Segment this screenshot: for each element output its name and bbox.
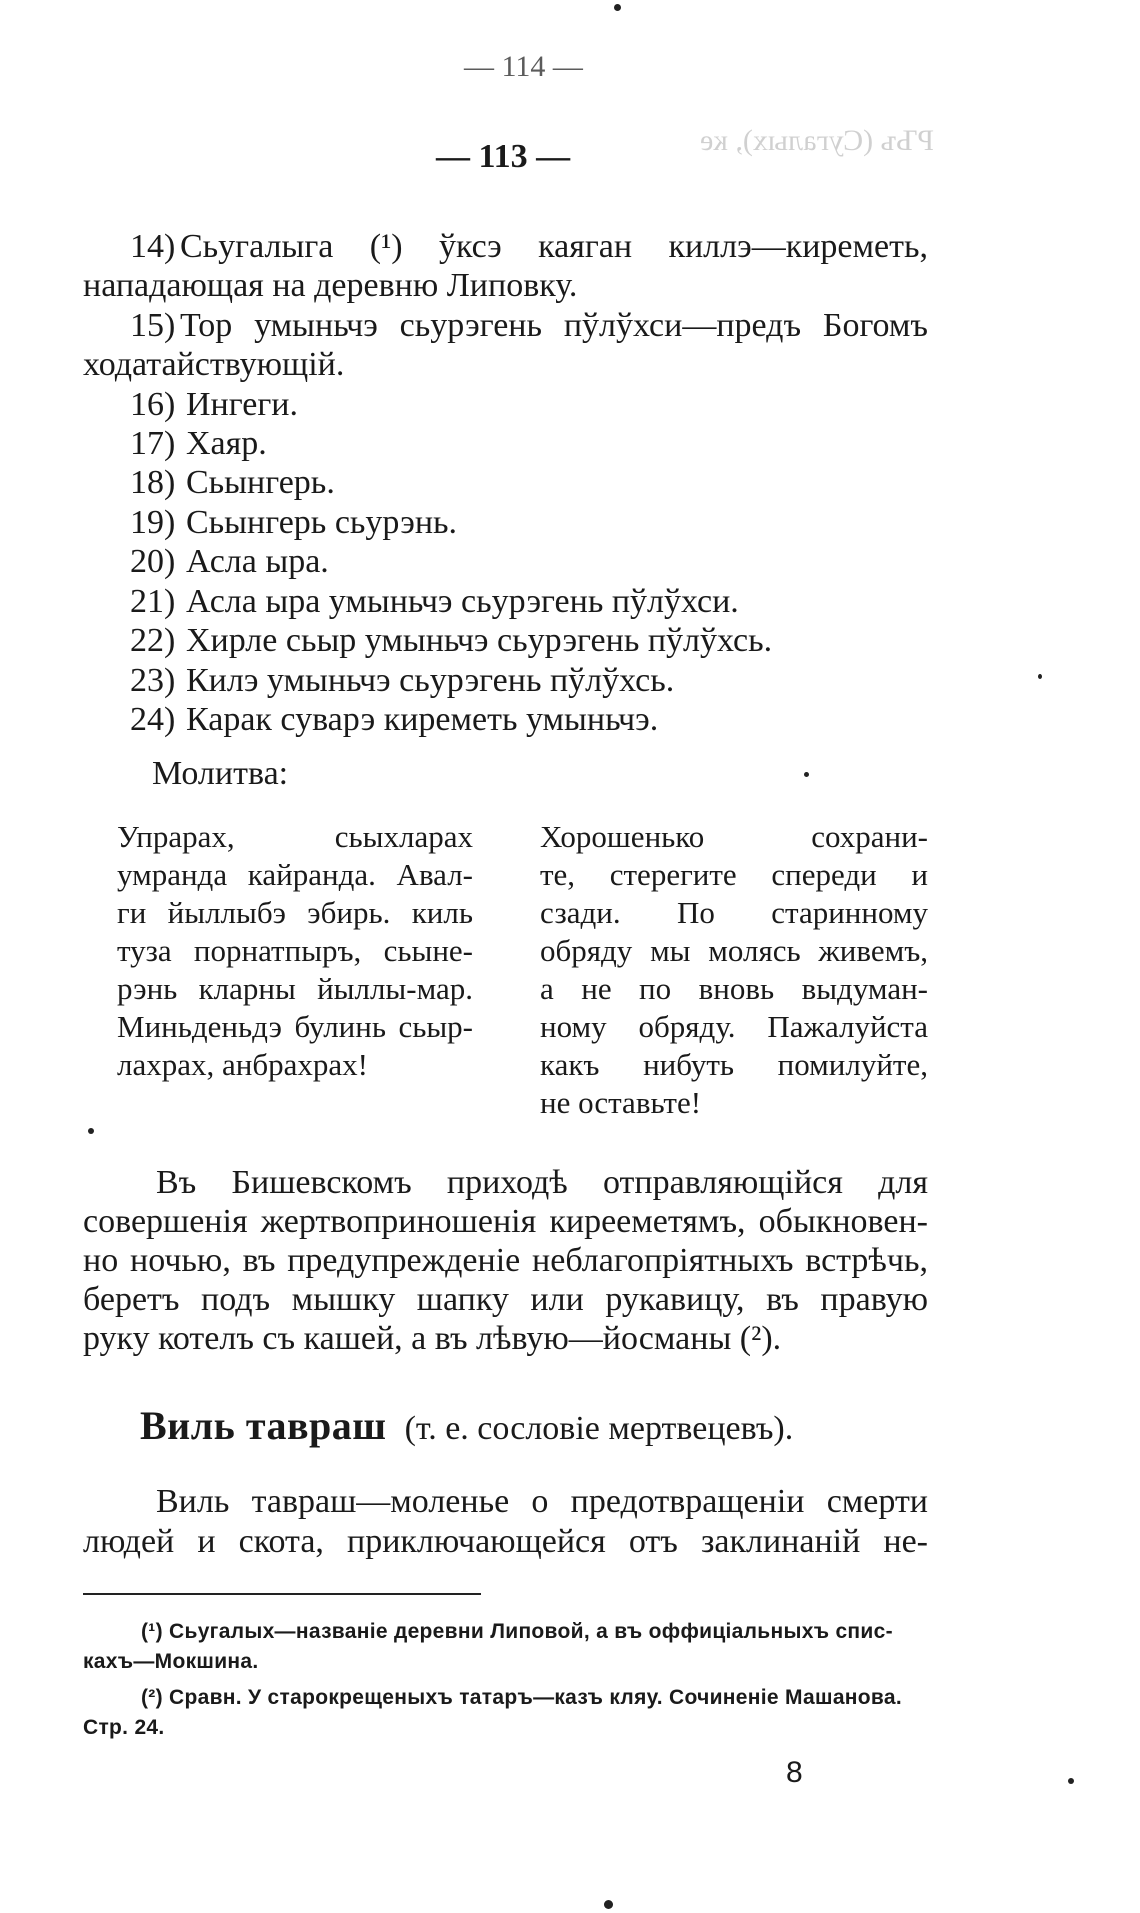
section-title: Виль тавраш: [140, 1403, 387, 1448]
column-line: обряду мы молясь живемъ,: [540, 933, 928, 968]
column-line: ги йыллыбэ эбирь. киль: [117, 895, 473, 930]
column-line: Хорошенько сохрани-: [540, 819, 928, 854]
print-speck: [604, 1900, 613, 1909]
list-text: ходатайствующій.: [83, 346, 345, 383]
top-page-number: — 114 —: [464, 50, 583, 83]
list-number: 16): [130, 386, 176, 423]
list-text: Сьугалыга (¹) ўксэ каяган киллэ—киреметь,: [180, 228, 928, 265]
list-number: 21): [130, 583, 176, 620]
list-text: нападающая на деревню Липовку.: [83, 267, 578, 304]
column-line: не оставьте!: [540, 1085, 702, 1120]
list-number: 14): [130, 228, 176, 265]
list-number: 15): [130, 307, 176, 344]
footnote-line: (¹) Сьугалых—названіе деревни Липовой, а въ оффиціальныхъ спис-: [141, 1620, 893, 1643]
page-number: — 113 —: [436, 138, 571, 175]
list-text: Сьынгерь.: [186, 464, 335, 501]
print-speck: [1068, 1778, 1074, 1784]
list-number: 18): [130, 464, 176, 501]
print-speck: [804, 772, 809, 777]
paragraph-line: беретъ подъ мышку шапку или рукавицу, въ правую: [83, 1281, 928, 1318]
paragraph-line: Въ Бишевскомъ приходѣ отправляющійся для: [156, 1164, 928, 1201]
list-number: 19): [130, 504, 176, 541]
print-speck: [614, 4, 621, 11]
list-number: 23): [130, 662, 176, 699]
paragraph-line: но ночью, въ предупрежденіе неблагопріятныхъ встрѣчь,: [83, 1242, 928, 1279]
paragraph-line: совершенія жертвоприношенія кирееметямъ, обыкновен-: [83, 1203, 928, 1240]
list-number: 17): [130, 425, 176, 462]
prayer-chuvash-column: [117, 818, 473, 1084]
column-line: Упрарах, сьыхларах: [117, 819, 473, 854]
list-number: 20): [130, 543, 176, 580]
list-number: 22): [130, 622, 176, 659]
column-line: а не по вновь выдуман-: [540, 971, 928, 1006]
list-text: Карак суварэ киреметь умыньчэ.: [186, 701, 659, 738]
list-text: Ингеги.: [186, 386, 298, 423]
column-line: лахрах, анбрахрах!: [117, 1047, 368, 1082]
column-line: те, стерегите спереди и: [540, 857, 928, 892]
signature-mark: 8: [786, 1756, 803, 1789]
column-line: сзади. По старинному: [540, 895, 928, 930]
column-line: Миньденьдэ булинь сьыр-: [117, 1009, 473, 1044]
footnote-line: Стр. 24.: [83, 1716, 165, 1739]
list-text: Асла ыра умыньчэ сьурэгень пўлўхси.: [186, 583, 739, 620]
column-line: какъ нибуть помилуйте,: [540, 1047, 928, 1082]
list-text: Килэ умыньчэ сьурэгень пўлўхсь.: [186, 662, 675, 699]
list-text: Асла ыра.: [186, 543, 329, 580]
footnote-line: кахъ—Мокшина.: [83, 1650, 259, 1673]
list-number: 24): [130, 701, 176, 738]
paragraph-line: людей и скота, приключающейся отъ заклинаній не-: [83, 1523, 928, 1560]
column-line: умранда кайранда. Авал-: [117, 857, 473, 892]
list-text: Сьынгерь сьурэнь.: [186, 504, 458, 541]
prayer-label: Молитва:: [152, 755, 289, 792]
column-line: туза порнатпыръ, сьыне-: [117, 933, 473, 968]
print-speck: [88, 1128, 94, 1134]
paragraph-line: руку котелъ съ кашей, а въ лѣвую—йосманы (²).: [83, 1320, 782, 1357]
column-line: рэнь кларны йыллы-мар.: [117, 971, 473, 1006]
column-line: ному обряду. Пажалуйста: [540, 1009, 928, 1044]
prayer-russian-column: [540, 818, 928, 1122]
section-heading: [140, 1402, 793, 1449]
list-text: Хирле сьыр умыньчэ сьурэгень пўлўхсь.: [186, 622, 773, 659]
list-text: Тор умыньчэ сьурэгень пўлўхси—предъ Богомъ: [180, 307, 928, 344]
bleed-through-text: РЪъ (Сугалых), кe: [700, 124, 935, 157]
paragraph-line: Виль тавраш—моленье о предотвращеніи смерти: [156, 1483, 928, 1520]
footnote-separator: [83, 1593, 481, 1595]
list-text: Хаяр.: [186, 425, 267, 462]
print-speck: [1038, 674, 1042, 679]
footnote-line: (²) Сравн. У старокрещеныхъ татаръ—казъ кляу. Сочиненіе Машанова.: [141, 1686, 902, 1709]
section-subtitle: (т. е. сословіе мертвецевъ).: [404, 1410, 794, 1447]
